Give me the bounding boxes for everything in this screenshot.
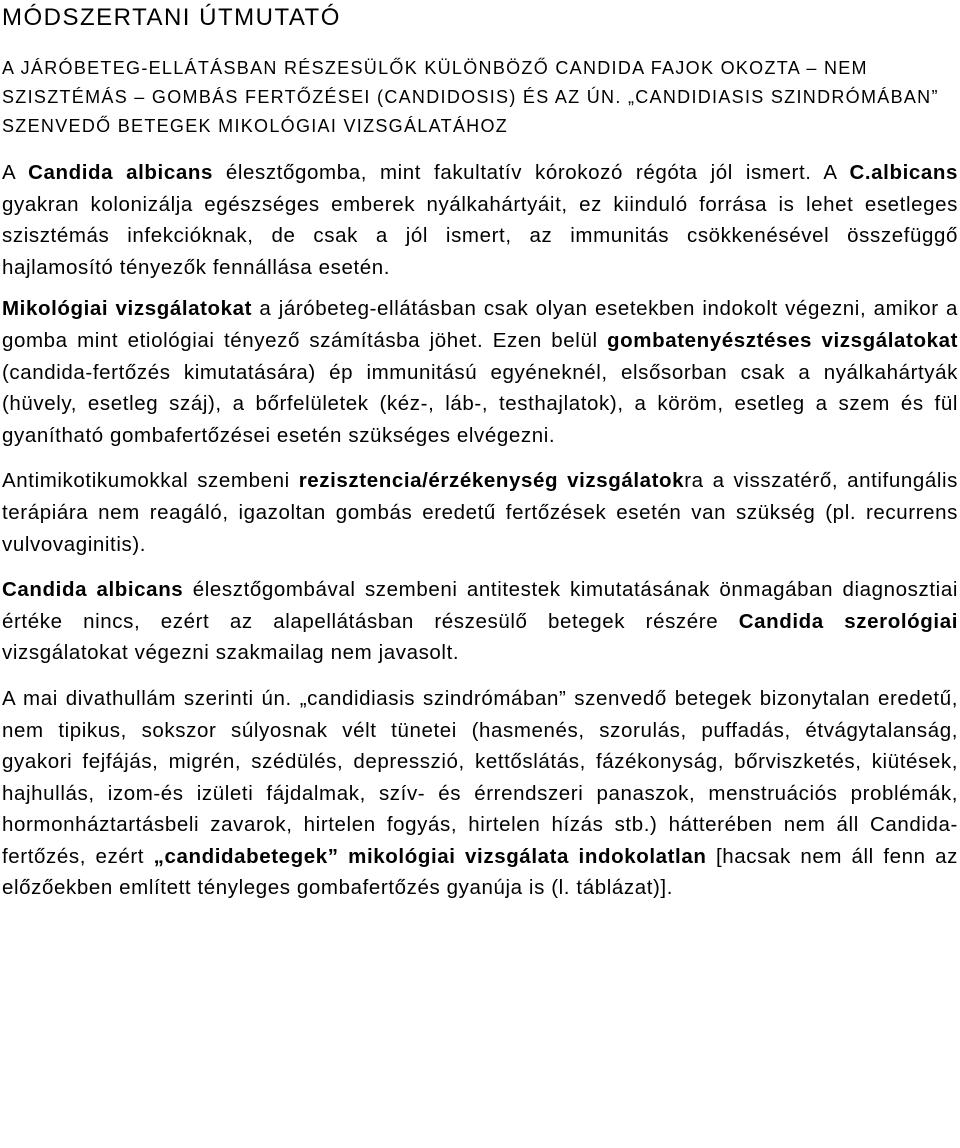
paragraph-serology bbox=[2, 574, 958, 669]
paragraph-candidiasis-syndrome bbox=[2, 683, 958, 904]
bold-term: Candida albicans bbox=[2, 578, 184, 602]
bold-term: „candidabetegek” mikológiai vizsgálata indokolatlan bbox=[153, 844, 707, 868]
bold-term: gombatenyésztéses vizsgálatokat bbox=[607, 328, 958, 352]
bold-term: rezisztencia/érzékenység vizsgálatok bbox=[298, 469, 685, 493]
document-subtitle: A JÁRÓBETEG-ELLÁTÁSBAN RÉSZESÜLŐK KÜLÖNBÖZŐ CANDIDA FAJOK OKOZTA – NEM SZISZTÉMÁS – GOMBÁS FERTŐZÉSEI (CANDIDOSIS) ÉS AZ ÚN. „CANDIDIASIS SZINDRÓMÁBAN” SZENVEDŐ BETEGEK MIKOLÓGIAI VIZSGÁLATÁHOZ bbox=[2, 58, 939, 136]
text-run: élesztőgombával szembeni antitestek kimutatásának önmagában diagnosztiai értéke nincs, ezért az alapellátásban részesülő betegek részére bbox=[2, 578, 958, 633]
text-run: a járóbeteg-ellátásban csak olyan esetekben indokolt végezni, amikor a gomba mint etiológiai tényező számításba jöhet. Ezen belül bbox=[2, 297, 958, 352]
paragraph-candida-albicans bbox=[2, 157, 958, 283]
paragraph-mycological-tests bbox=[2, 293, 958, 451]
text-run: ra a visszatérő, antifungális terápiára nem reagáló, igazoltan gombás eredetű fertőzések esetén van szükség (pl. recurrens vulvovaginitis). bbox=[2, 469, 958, 556]
bold-term: Mikológiai vizsgálatokat bbox=[2, 297, 253, 321]
text-run: Antimikotikumokkal szembeni bbox=[2, 469, 299, 493]
document-title: MÓDSZERTANI ÚTMUTATÓ bbox=[2, 4, 341, 31]
text-run: gyakran kolonizálja egészséges emberek nyálkahártyáit, ez kiinduló forrása is lehet esetleges szisztémás infekcióknak, de csak a jól ismert, az immunitás csökkenésével összefüggő hajlamosító tényezők fennállása esetén. bbox=[2, 192, 958, 279]
bold-term: C.albicans bbox=[849, 161, 958, 184]
text-run: A mai divathullám szerinti ún. „candidiasis szindrómában” szenvedő betegek bizonytalan eredetű, nem tipikus, sokszor súlyosnak vélt tünetei (hasmenés, szorulás, puffadás, étvágytalanság, gyakori fejfájás, migrén, szédülés, depresszió, kettőslátás, fázékonyság, bőrviszketés, kiütések, hajhullás, izom-és izületi fájdalmak, szív- és érrendszeri panaszok, menstruációs problémák, hormonháztartásbeli zavarok, hirtelen fogyás, hirtelen hízás stb.) hátterében nem áll Candida-fertőzés, ezért bbox=[2, 686, 958, 868]
text-run: A bbox=[2, 161, 29, 184]
text-run: [hacsak nem áll fenn az előzőekben említett tényleges gombafertőzés gyanúja is (l. táblázat)]. bbox=[2, 844, 959, 900]
bold-term: Candida albicans bbox=[28, 161, 213, 184]
bold-term: Candida szerológiai bbox=[738, 609, 958, 633]
text-run: (candida-fertőzés kimutatására) ép immunitású egyéneknél, elsősorban csak a nyálkahártyák (hüvely, esetleg száj), a bőrfelületek (kéz-, láb-, testhajlatok), a köröm, esetleg a szem és fül gyanítható gombafertőzései esetén szükséges elvégezni. bbox=[2, 360, 958, 447]
paragraph-resistance-tests bbox=[2, 465, 958, 560]
text-run: vizsgálatokat végezni szakmailag nem javasolt. bbox=[2, 641, 460, 665]
text-run: élesztőgomba, mint fakultatív kórokozó régóta jól ismert. A bbox=[212, 161, 850, 184]
